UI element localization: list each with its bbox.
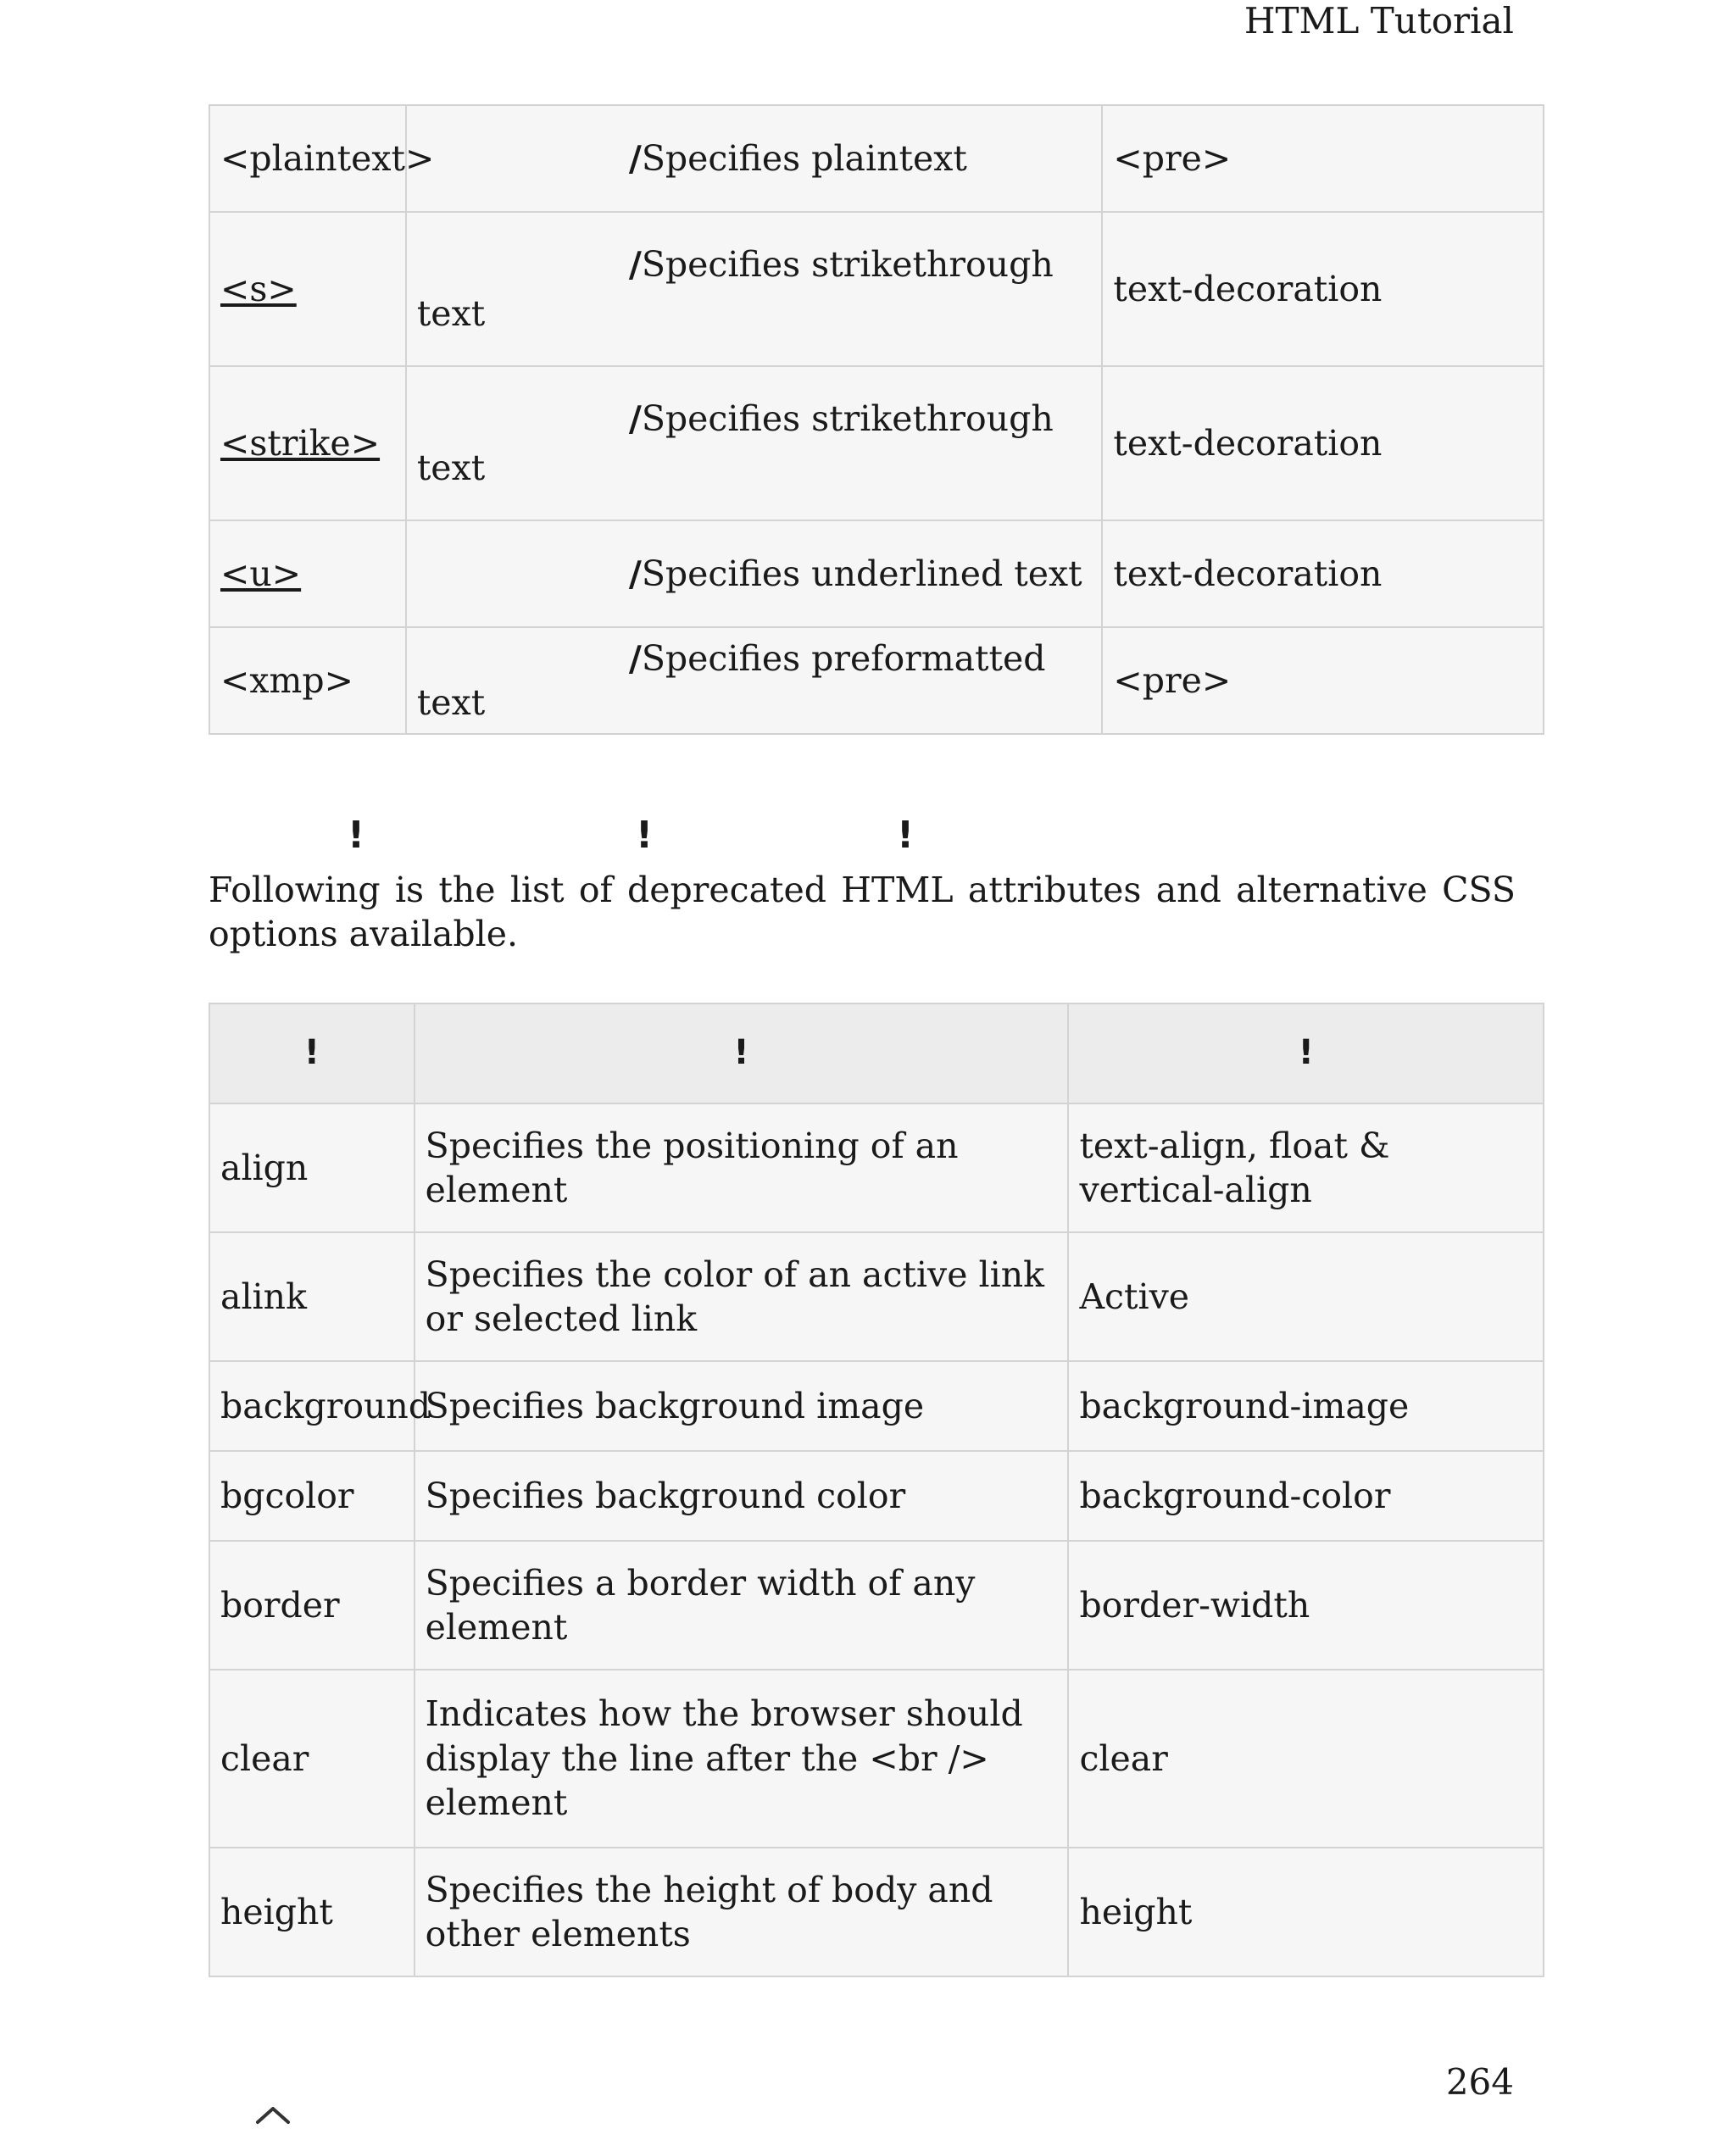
table-row xyxy=(209,627,1544,734)
column-header: ! xyxy=(1068,1003,1544,1103)
description-cell: Specifies a border width of any element xyxy=(415,1541,1069,1670)
slash-glyph: / xyxy=(628,243,642,285)
tag-link[interactable]: <u> xyxy=(220,553,302,594)
attribute-cell: alink xyxy=(209,1232,415,1361)
alternative-cell: text-align, float & vertical-align xyxy=(1068,1103,1544,1232)
tag-cell xyxy=(209,105,435,212)
description-text: Specifies preformatted text xyxy=(416,637,1046,723)
slash-glyph: / xyxy=(628,553,642,594)
description-text: Specifies plaintext xyxy=(641,137,967,179)
description-cell: Specifies the color of an active link or selected link xyxy=(415,1232,1069,1361)
table-row xyxy=(209,1848,1544,1976)
slash-glyph: / xyxy=(628,637,642,679)
intro-paragraph: Following is the list of deprecated HTML attributes and alternative CSS options available. xyxy=(209,870,1516,955)
description-cell: Indicates how the browser should display the line after the <br /> element xyxy=(415,1670,1069,1848)
heading-mark: ! xyxy=(897,814,915,857)
table-row xyxy=(209,105,1544,212)
deprecated-tags-table xyxy=(209,104,1544,735)
alternative-cell: height xyxy=(1068,1848,1544,1976)
section-heading xyxy=(209,814,1056,864)
tag-cell xyxy=(209,212,406,366)
alternative-cell: border-width xyxy=(1068,1541,1544,1670)
table-row xyxy=(209,1361,1544,1451)
description-tail: text xyxy=(416,293,486,334)
alternative-cell xyxy=(1102,366,1544,520)
alternative-cell xyxy=(1102,212,1544,366)
attribute-cell: background xyxy=(209,1361,415,1451)
slash-glyph: / xyxy=(628,397,642,439)
heading-mark: ! xyxy=(348,814,365,857)
table-row xyxy=(209,1103,1544,1232)
page-number: 264 xyxy=(1445,2061,1514,2103)
description-tail: text xyxy=(416,447,486,488)
home-icon[interactable] xyxy=(254,2104,292,2137)
alternative-text: <pre> xyxy=(1113,137,1232,179)
table-row xyxy=(209,1451,1544,1541)
description-cell: Specifies the height of body and other elements xyxy=(415,1848,1069,1976)
tag-cell xyxy=(209,627,406,734)
table-row xyxy=(209,212,1544,366)
description-text: Specifies strikethrough xyxy=(641,243,1054,285)
table-row xyxy=(209,1232,1544,1361)
description-cell xyxy=(406,366,1103,520)
alternative-text: text-decoration xyxy=(1113,268,1383,309)
alternative-cell xyxy=(1102,627,1544,734)
description-cell: Specifies background color xyxy=(415,1451,1069,1541)
description-cell xyxy=(406,105,1103,212)
tag-link[interactable]: <strike> xyxy=(220,422,381,464)
column-header: ! xyxy=(209,1003,415,1103)
column-header: ! xyxy=(415,1003,1069,1103)
description-cell xyxy=(406,520,1103,627)
tag-name: <plaintext> xyxy=(220,137,435,179)
table-header-row xyxy=(209,1003,1544,1103)
attribute-cell: align xyxy=(209,1103,415,1232)
description-cell xyxy=(406,212,1103,366)
tag-cell xyxy=(209,366,406,520)
alternative-cell: background-image xyxy=(1068,1361,1544,1451)
table-row xyxy=(209,520,1544,627)
alternative-text: text-decoration xyxy=(1113,422,1383,464)
heading-mark: ! xyxy=(636,814,654,857)
attribute-cell: bgcolor xyxy=(209,1451,415,1541)
attribute-cell: border xyxy=(209,1541,415,1670)
table-row xyxy=(209,1541,1544,1670)
slash-glyph: / xyxy=(628,137,642,179)
header-title: HTML Tutorial xyxy=(1244,0,1514,42)
tag-cell xyxy=(209,520,406,627)
alternative-cell: clear xyxy=(1068,1670,1544,1848)
alternative-cell xyxy=(1102,105,1544,212)
alternative-cell: background-color xyxy=(1068,1451,1544,1541)
alternative-cell xyxy=(1102,520,1544,627)
attribute-cell: height xyxy=(209,1848,415,1976)
attribute-cell: clear xyxy=(209,1670,415,1848)
tag-link[interactable]: <s> xyxy=(220,268,297,309)
alternative-cell: Active xyxy=(1068,1232,1544,1361)
alternative-text: <pre> xyxy=(1113,659,1232,701)
alternative-text: text-decoration xyxy=(1113,553,1383,594)
deprecated-attributes-table xyxy=(209,1003,1544,1977)
description-cell xyxy=(406,627,1103,734)
description-cell: Specifies background image xyxy=(415,1361,1069,1451)
description-cell: Specifies the positioning of an element xyxy=(415,1103,1069,1232)
table-row xyxy=(209,1670,1544,1848)
table-row xyxy=(209,366,1544,520)
description-text: Specifies strikethrough xyxy=(641,397,1054,439)
tag-name: <xmp> xyxy=(220,659,353,701)
description-text: Specifies underlined text xyxy=(641,553,1082,594)
